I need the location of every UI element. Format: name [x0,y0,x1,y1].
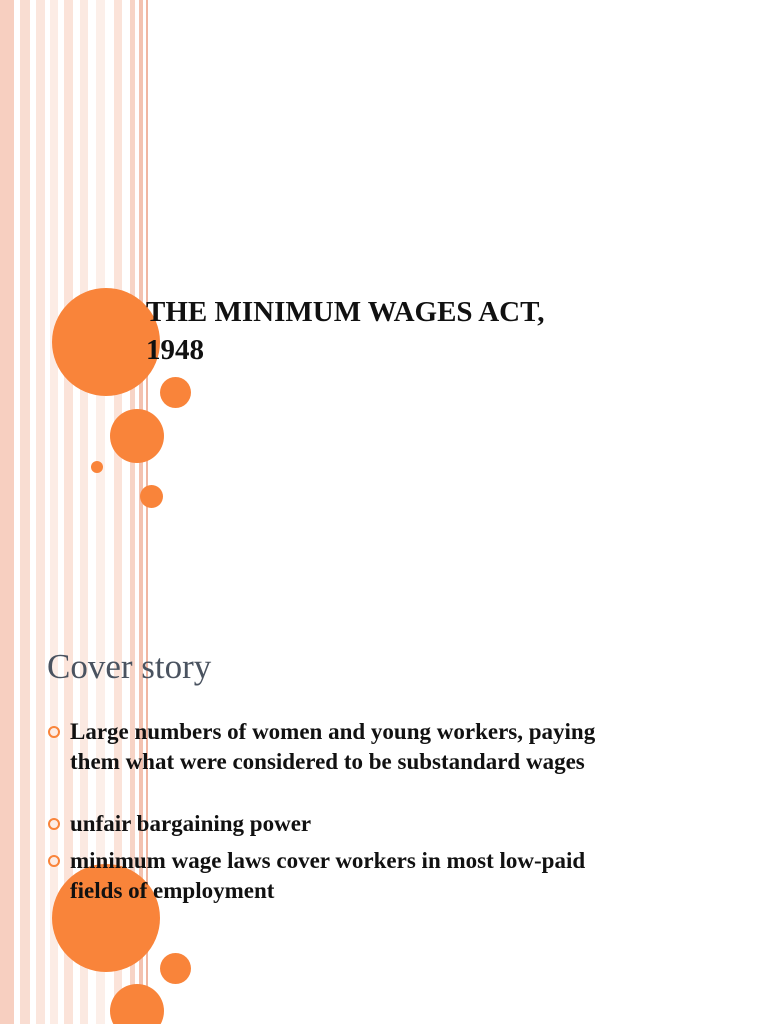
decor-stripe [20,512,30,1024]
decor-circle-small [140,485,163,508]
decor-stripe [0,512,14,1024]
decor-circle-medium [110,984,164,1024]
decor-stripe [50,0,58,512]
list-item [48,846,688,906]
bullet-text-line: unfair bargaining power [70,811,312,836]
slide-heading: Cover story [47,647,212,686]
decor-stripe [36,0,45,512]
slide-cover-story [0,512,768,1024]
title-line-1: THE MINIMUM WAGES ACT, [146,296,545,328]
bullet-text-line: minimum wage laws cover workers in most low-paid [70,848,586,873]
bullet-text-line: Large numbers of women and young workers, paying [70,719,596,744]
bullet-list [48,717,688,906]
list-item [48,717,688,777]
decor-stripe [80,0,88,512]
decor-circle-small [160,377,191,408]
decor-stripe [0,0,14,512]
circle-outline-bullet-icon [48,726,60,738]
decor-circle-medium [110,409,164,463]
bullet-text-line: fields of employment [70,878,275,903]
slide-title-text [146,293,626,369]
decor-circle-large [52,288,160,396]
decor-stripe [20,0,30,512]
decor-circle-tiny [91,461,103,473]
decor-stripe [36,512,45,1024]
decor-stripe [64,0,73,512]
list-item [48,809,688,839]
decor-circle-small [160,953,191,984]
circle-outline-bullet-icon [48,818,60,830]
bullet-text-line: them what were considered to be substandard wages [70,749,585,774]
title-line-2: 1948 [146,334,204,366]
decor-stripe [96,0,105,512]
circle-outline-bullet-icon [48,855,60,867]
